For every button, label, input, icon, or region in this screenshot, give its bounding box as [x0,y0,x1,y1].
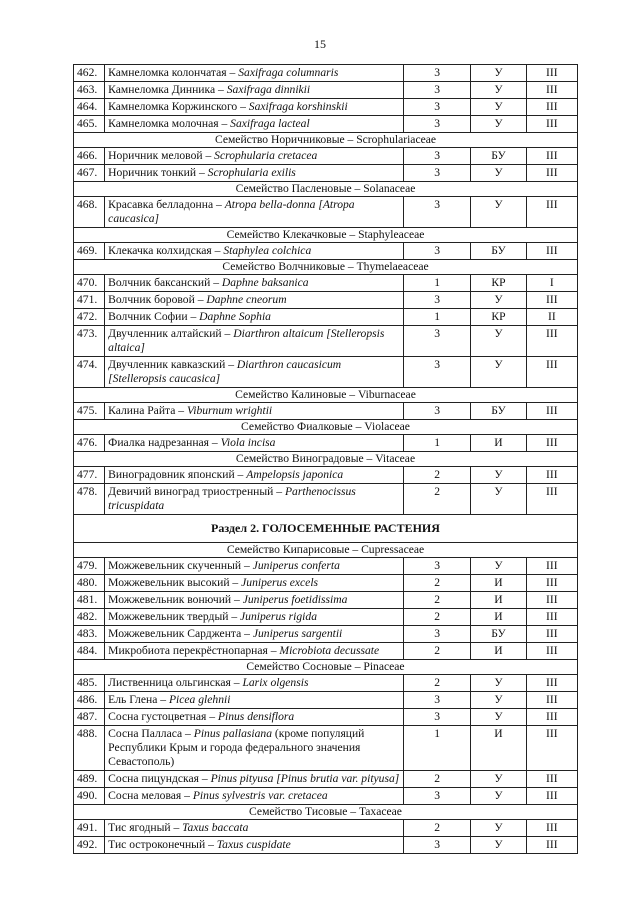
rarity-category: 3 [403,403,470,420]
status-code: И [471,592,526,609]
rarity-category: 2 [403,467,470,484]
row-number: 485. [74,675,105,692]
latin-name: Scrophularia exilis [207,166,296,179]
common-name: Красавка белладонна [108,198,214,211]
latin-name: Pinus pityusa [Pinus brutia var. pityusa] [210,772,400,785]
rarity-category: 1 [403,726,470,771]
priority-category: II [526,309,577,326]
row-number: 473. [74,326,105,357]
table-row [74,197,578,228]
row-number: 481. [74,592,105,609]
species-name: Фиалка надрезанная – Viola incisa [105,435,404,452]
latin-name: Diarthron caucasicum [Stelleropsis caucasica] [108,358,342,385]
common-name: Волчник боровой [108,293,195,306]
table-row [74,82,578,99]
species-name: Камнеломка Коржинского – Saxifraga korshinskii [105,99,404,116]
latin-name: Saxifraga columnaris [238,66,339,79]
status-code: У [471,357,526,388]
species-name: Камнеломка Динника – Saxifraga dinnikii [105,82,404,99]
species-name: Камнеломка колончатая – Saxifraga columnaris [105,65,404,82]
section-header-row [74,515,578,543]
priority-category: III [526,467,577,484]
rarity-category: 3 [403,709,470,726]
row-number: 480. [74,575,105,592]
status-code: У [471,771,526,788]
row-number: 488. [74,726,105,771]
status-code: У [471,326,526,357]
rarity-category: 3 [403,788,470,805]
species-name: Можжевельник вонючий – Juniperus foetidissima [105,592,404,609]
latin-name: Viola incisa [220,436,276,449]
rarity-category: 2 [403,592,470,609]
family-header-row [74,260,578,275]
table-row [74,148,578,165]
table-row [74,592,578,609]
latin-name: Saxifraga lacteal [230,117,310,130]
latin-name: Juniperus sargentii [252,627,343,640]
priority-category: III [526,575,577,592]
row-number: 467. [74,165,105,182]
rarity-category: 2 [403,609,470,626]
row-number: 483. [74,626,105,643]
family-header: Семейство Кипарисовые – Cupressaceae [74,543,578,558]
species-name: Сосна Палласа – Pinus pallasiana (кроме популяций Республики Крым и города федерального значения Севастополь) [105,726,404,771]
page-number: 15 [314,37,326,51]
species-name: Можжевельник скученный – Juniperus conferta [105,558,404,575]
species-name: Двучленник кавказский – Diarthron caucasicum [Stelleropsis caucasica] [105,357,404,388]
latin-name: Daphne cneorum [206,293,287,306]
common-name: Норичник тонкий [108,166,197,179]
table-row [74,99,578,116]
latin-name: Daphne Sophia [199,310,271,323]
table-row [74,820,578,837]
row-number: 477. [74,467,105,484]
latin-name: Atropa bella-donna [Atropa caucasica] [108,198,355,225]
common-name: Сосна меловая [108,789,182,802]
table-row [74,609,578,626]
priority-category: III [526,692,577,709]
priority-category: III [526,643,577,660]
table-row [74,165,578,182]
table-row [74,116,578,133]
rarity-category: 3 [403,692,470,709]
status-code: И [471,609,526,626]
latin-name: Juniperus foetidissima [242,593,348,606]
priority-category: III [526,771,577,788]
table-row [74,575,578,592]
row-number: 490. [74,788,105,805]
priority-category: III [526,675,577,692]
priority-category: III [526,403,577,420]
priority-category: III [526,592,577,609]
common-name: Можжевельник скученный [108,559,242,572]
priority-category: III [526,326,577,357]
family-header-row [74,543,578,558]
common-name: Можжевельник высокий [108,576,230,589]
row-number: 463. [74,82,105,99]
family-header-row [74,388,578,403]
table-row [74,243,578,260]
status-code: У [471,292,526,309]
row-number: 465. [74,116,105,133]
common-name: Двучленник алтайский [108,327,222,340]
table-row [74,326,578,357]
row-number: 476. [74,435,105,452]
row-number: 489. [74,771,105,788]
table-row [74,692,578,709]
table-row [74,292,578,309]
species-name: Тис остроконечный – Taxus cuspidate [105,837,404,854]
priority-category: III [526,609,577,626]
latin-name: Juniperus excels [241,576,319,589]
species-name: Двучленник алтайский – Diarthron altaicum [Stelleropsis altaica] [105,326,404,357]
status-code: КР [471,275,526,292]
status-code: БУ [471,626,526,643]
status-code: У [471,165,526,182]
table-row [74,788,578,805]
row-number: 466. [74,148,105,165]
priority-category: III [526,726,577,771]
priority-category: III [526,165,577,182]
rarity-category: 3 [403,65,470,82]
table-row [74,558,578,575]
common-name: Волчник Софии [108,310,188,323]
family-header: Семейство Волчниковые – Thymelaeaceae [74,260,578,275]
table-row [74,709,578,726]
row-number: 474. [74,357,105,388]
row-number: 468. [74,197,105,228]
row-number: 462. [74,65,105,82]
table-row [74,675,578,692]
species-name: Норичник тонкий – Scrophularia exilis [105,165,404,182]
rarity-category: 3 [403,357,470,388]
common-name: Сосна густоцветная [108,710,207,723]
priority-category: III [526,435,577,452]
rarity-category: 3 [403,243,470,260]
common-name: Камнеломка колончатая [108,66,227,79]
status-code: У [471,116,526,133]
row-number: 487. [74,709,105,726]
status-code: У [471,99,526,116]
rarity-category: 1 [403,275,470,292]
species-name: Микробиота перекрёстнопарная – Microbiota decussate [105,643,404,660]
status-code: У [471,820,526,837]
rarity-category: 3 [403,626,470,643]
priority-category: III [526,484,577,515]
family-header-row [74,182,578,197]
rarity-category: 3 [403,116,470,133]
rarity-category: 2 [403,820,470,837]
status-code: У [471,675,526,692]
status-code: У [471,558,526,575]
species-name: Калина Райта – Viburnum wrightii [105,403,404,420]
row-number: 470. [74,275,105,292]
priority-category: III [526,197,577,228]
priority-category: III [526,243,577,260]
status-code: У [471,467,526,484]
family-header: Семейство Клекачковые – Staphyleaceae [74,228,578,243]
priority-category: I [526,275,577,292]
status-code: БУ [471,148,526,165]
status-code: У [471,709,526,726]
status-code: КР [471,309,526,326]
priority-category: III [526,82,577,99]
priority-category: III [526,65,577,82]
latin-name: Picea glehnii [168,693,231,706]
rarity-category: 1 [403,309,470,326]
species-table [73,64,578,854]
status-code: БУ [471,403,526,420]
latin-name: Microbiota decussate [279,644,380,657]
status-code: У [471,837,526,854]
family-header: Семейство Фиалковые – Violaceae [74,420,578,435]
latin-name: Daphne baksanica [221,276,309,289]
table-row [74,309,578,326]
row-number: 469. [74,243,105,260]
species-name: Волчник боровой – Daphne cneorum [105,292,404,309]
family-header: Семейство Сосновые – Pinaceae [74,660,578,675]
status-code: БУ [471,243,526,260]
status-code: И [471,575,526,592]
common-name: Девичий виноград триостренный [108,485,274,498]
row-number: 464. [74,99,105,116]
rarity-category: 3 [403,197,470,228]
row-number: 486. [74,692,105,709]
status-code: У [471,484,526,515]
common-name: Тис ягодный [108,821,171,834]
priority-category: III [526,99,577,116]
status-code: У [471,65,526,82]
table-row [74,837,578,854]
priority-category: III [526,837,577,854]
species-table-body [74,65,578,854]
common-name: Фиалка надрезанная [108,436,210,449]
common-name: Тис остроконечный [108,838,206,851]
status-code: У [471,197,526,228]
species-name: Сосна пицундская – Pinus pityusa [Pinus brutia var. pityusa] [105,771,404,788]
rarity-category: 3 [403,82,470,99]
species-name: Тис ягодный – Taxus baccata [105,820,404,837]
table-row [74,726,578,771]
species-name: Ель Глена – Picea glehnii [105,692,404,709]
common-name: Калина Райта [108,404,176,417]
latin-name: Larix olgensis [242,676,309,689]
status-code: И [471,726,526,771]
priority-category: III [526,116,577,133]
latin-name: Saxifraga dinnikii [226,83,311,96]
rarity-category: 3 [403,558,470,575]
status-code: У [471,788,526,805]
rarity-category: 3 [403,148,470,165]
latin-name: Pinus sylvestris var. cretacea [192,789,328,802]
name-note: (кроме популяций Республики Крым и города федерального значения Севастополь) [108,727,365,768]
rarity-category: 2 [403,675,470,692]
row-number: 475. [74,403,105,420]
latin-name: Ampelopsis japonica [246,468,344,481]
common-name: Камнеломка Динника [108,83,216,96]
family-header-row [74,228,578,243]
family-header-row [74,452,578,467]
rarity-category: 2 [403,771,470,788]
common-name: Норичник меловой [108,149,203,162]
common-name: Сосна пицундская [108,772,199,785]
species-name: Сосна меловая – Pinus sylvestris var. cretacea [105,788,404,805]
latin-name: Taxus baccata [182,821,249,834]
common-name: Можжевельник Сарджента [108,627,242,640]
family-header-row [74,133,578,148]
row-number: 482. [74,609,105,626]
table-row [74,484,578,515]
latin-name: Scrophularia cretacea [214,149,318,162]
status-code: И [471,643,526,660]
latin-name: Juniperus conferta [252,559,340,572]
common-name: Виноградовник японский [108,468,235,481]
table-row [74,275,578,292]
priority-category: III [526,148,577,165]
family-header: Семейство Тисовые – Taxaceae [74,805,578,820]
priority-category: III [526,709,577,726]
latin-name: Diarthron altaicum [Stelleropsis altaica] [108,327,385,354]
latin-name: Pinus pallasiana [193,727,273,740]
rarity-category: 3 [403,837,470,854]
common-name: Камнеломка Коржинского [108,100,238,113]
row-number: 478. [74,484,105,515]
latin-name: Taxus cuspidate [216,838,291,851]
row-number: 471. [74,292,105,309]
rarity-category: 3 [403,292,470,309]
species-name: Можжевельник Сарджента – Juniperus sargentii [105,626,404,643]
species-name: Сосна густоцветная – Pinus densiflora [105,709,404,726]
priority-category: III [526,292,577,309]
priority-category: III [526,357,577,388]
rarity-category: 3 [403,99,470,116]
rarity-category: 3 [403,326,470,357]
family-header-row [74,805,578,820]
table-row [74,403,578,420]
table-row [74,357,578,388]
priority-category: III [526,788,577,805]
species-name: Волчник баксанский – Daphne baksanica [105,275,404,292]
rarity-category: 2 [403,643,470,660]
common-name: Лиственница ольгинская [108,676,231,689]
table-row [74,467,578,484]
family-header-row [74,660,578,675]
species-name: Клекачка колхидская – Staphylea colchica [105,243,404,260]
species-name: Девичий виноград триостренный – Parthenocissus tricuspidata [105,484,404,515]
priority-category: III [526,626,577,643]
common-name: Микробиота перекрёстнопарная [108,644,268,657]
common-name: Волчник баксанский [108,276,211,289]
priority-category: III [526,820,577,837]
row-number: 491. [74,820,105,837]
common-name: Клекачка колхидская [108,244,212,257]
rarity-category: 3 [403,165,470,182]
species-name: Волчник Софии – Daphne Sophia [105,309,404,326]
family-header: Семейство Норичниковые – Scrophulariaceae [74,133,578,148]
species-name: Лиственница ольгинская – Larix olgensis [105,675,404,692]
family-header: Семейство Пасленовые – Solanaceae [74,182,578,197]
common-name: Сосна Палласа [108,727,183,740]
row-number: 479. [74,558,105,575]
species-name: Виноградовник японский – Ampelopsis japonica [105,467,404,484]
species-name: Можжевельник твердый – Juniperus rigida [105,609,404,626]
species-name: Камнеломка молочная – Saxifraga lacteal [105,116,404,133]
rarity-category: 2 [403,575,470,592]
row-number: 472. [74,309,105,326]
rarity-category: 2 [403,484,470,515]
priority-category: III [526,558,577,575]
species-name: Можжевельник высокий – Juniperus excels [105,575,404,592]
latin-name: Parthenocissus tricuspidata [108,485,356,512]
common-name: Можжевельник твердый [108,610,229,623]
family-header: Семейство Калиновые – Viburnaceae [74,388,578,403]
latin-name: Pinus densiflora [217,710,295,723]
table-row [74,771,578,788]
latin-name: Saxifraga korshinskii [248,100,348,113]
table-row [74,435,578,452]
species-name: Красавка белладонна – Atropa bella-donna [Atropa caucasica] [105,197,404,228]
table-row [74,643,578,660]
rarity-category: 1 [403,435,470,452]
status-code: У [471,82,526,99]
status-code: И [471,435,526,452]
common-name: Ель Глена [108,693,158,706]
species-name: Норичник меловой – Scrophularia cretacea [105,148,404,165]
latin-name: Staphylea colchica [223,244,312,257]
row-number: 492. [74,837,105,854]
family-header-row [74,420,578,435]
common-name: Двучленник кавказский [108,358,226,371]
latin-name: Viburnum wrightii [187,404,273,417]
common-name: Камнеломка молочная [108,117,219,130]
family-header: Семейство Виноградовые – Vitaceae [74,452,578,467]
table-row [74,626,578,643]
table-row [74,65,578,82]
latin-name: Juniperus rigida [240,610,317,623]
status-code: У [471,692,526,709]
section-header: Раздел 2. ГОЛОСЕМЕННЫЕ РАСТЕНИЯ [74,515,578,543]
common-name: Можжевельник вонючий [108,593,232,606]
row-number: 484. [74,643,105,660]
